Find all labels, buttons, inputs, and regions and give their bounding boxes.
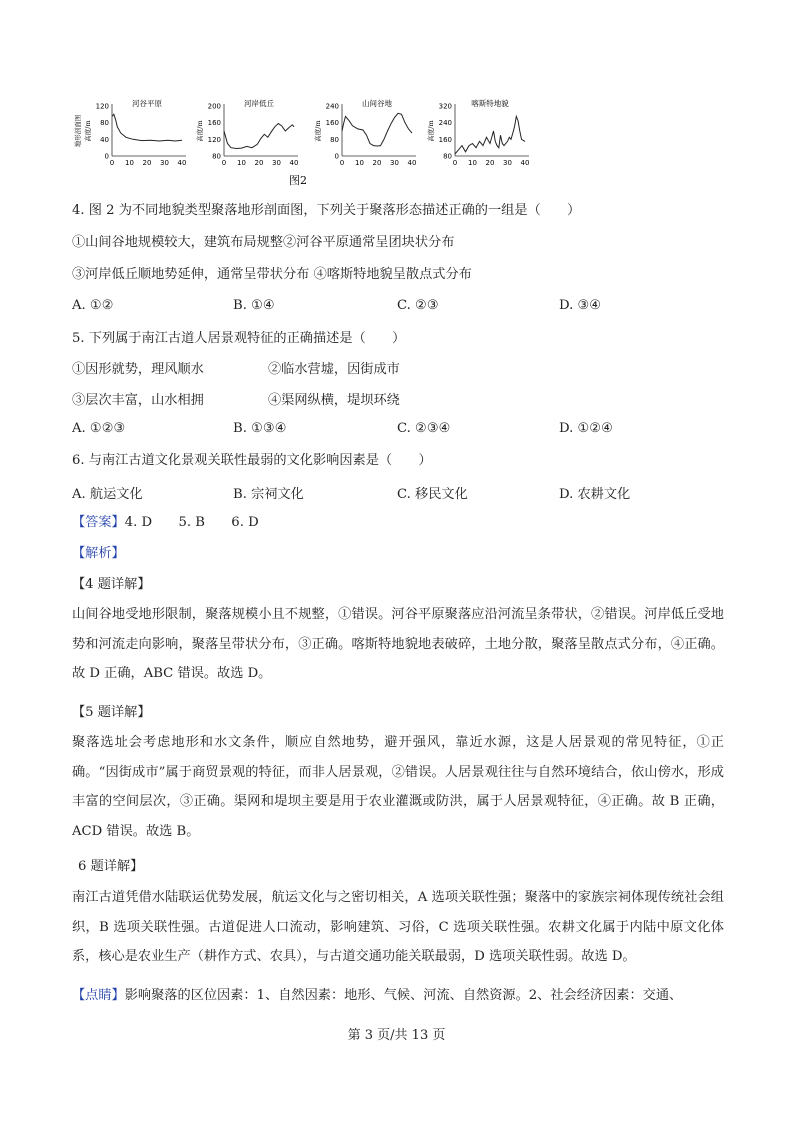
y-tick-label: 80	[212, 152, 221, 161]
tip-line	[72, 987, 682, 1005]
tip-text: 影响聚落的区位因素：1、自然因素：地形、气候、河流、自然资源。2、社会经济因素：交通、	[124, 988, 683, 1003]
y-tick-label: 200	[207, 102, 221, 111]
x-tick-label: 10	[237, 159, 246, 167]
x-tick-label: 30	[272, 159, 281, 167]
q5-option-c: C. ②③④	[397, 421, 451, 436]
y-tick-label: 80	[443, 152, 452, 161]
answer-values: 4. D 5. B 6. D	[124, 515, 259, 530]
y-axis-label: 高度/m	[84, 120, 92, 142]
q4-option-b: B. ①④	[233, 298, 275, 313]
terrain-profile-line	[224, 124, 294, 149]
y-tick-label: 80	[100, 119, 109, 128]
x-tick-label: 40	[407, 159, 417, 167]
panel-title: 山间谷地	[362, 99, 392, 108]
tip-label: 【点睛】	[72, 988, 125, 1003]
q6-detail-text: 南江古道凭借水陆联运优势发展，航运文化与之密切相关，A 选项关联性强；聚落中的家族宗祠体现传统社会组织，B 选项关联性强。古道促进人口流动，影响建筑、习俗，C 选项关联性强。农耕文化属于内陆中原文化体系，核心是农业生产（耕作方式、农具），与古道交通功能关联最弱，D 选项关联性弱。故选 D。	[72, 890, 724, 964]
x-tick-label: 30	[160, 159, 169, 167]
q4-detail-title: 【4 题详解】	[72, 577, 151, 592]
x-tick-label: 0	[221, 159, 227, 167]
y-tick-label: 120	[95, 102, 109, 111]
x-tick-label: 40	[177, 159, 187, 167]
panel-title: 河谷平原	[132, 99, 162, 108]
y-tick-label: 240	[325, 102, 339, 111]
q4-option-c: C. ②③	[397, 298, 439, 313]
panel-title: 喀斯特地貌	[471, 99, 509, 108]
y-tick-label: 240	[438, 119, 452, 128]
y-axis-label: 高度/m	[196, 120, 204, 142]
x-tick-label: 30	[390, 159, 399, 167]
y-tick-label: 80	[330, 135, 339, 144]
figure-caption: 图2	[289, 174, 307, 187]
answer-line	[72, 514, 259, 532]
q6-option-d: D. 农耕文化	[559, 487, 631, 502]
y-axis-label: 高度/m	[314, 120, 322, 142]
terrain-profile-figure	[70, 96, 570, 188]
answer-label: 【答案】	[72, 515, 125, 530]
x-tick-label: 40	[289, 159, 299, 167]
q5-detail-text: 聚落选址会考虑地形和水文条件，顺应自然地势，避开强风，靠近水源，这是人居景观的常见特征，①正确。“因街成市”属于商贸景观的特征，而非人居景观，②错误。人居景观往往与自然环境结合，依山傍水，形成丰富的空间层次，③正确。渠网和堤坝主要是用于农业灌溉或防洪，属于人居景观特征，④正确。故 B 正确，ACD 错误。故选 B。	[72, 735, 724, 839]
q4-detail-text: 山间谷地受地形限制，聚落规模小且不规整，①错误。河谷平原聚落应沿河流呈条带状，②错误。河岸低丘受地势和河流走向影响，聚落呈带状分布，③正确。喀斯特地貌地表破碎，土地分散，聚落呈散点式分布，④正确。故 D 正确，ABC 错误。故选 D。	[72, 607, 724, 681]
y-tick-label: 320	[438, 102, 452, 111]
x-tick-label: 10	[355, 159, 364, 167]
q5-statement-2: ②临水营墟，因街成市	[268, 362, 400, 377]
x-tick-label: 10	[125, 159, 134, 167]
y-tick-label: 0	[334, 152, 339, 161]
y-tick-label: 160	[207, 119, 221, 128]
q4-option-a: A. ①②	[72, 298, 114, 313]
q5-statement-4: ④渠网纵横，堤坝环绕	[268, 393, 400, 408]
terrain-profile-line	[455, 116, 525, 153]
q4-option-d: D. ③④	[559, 298, 602, 313]
q5-statement-3: ③层次丰富，山水相拥	[72, 393, 204, 408]
q6-option-c: C. 移民文化	[397, 487, 468, 502]
q6-option-a: A. 航运文化	[72, 487, 143, 502]
x-tick-label: 0	[452, 159, 458, 167]
x-tick-label: 20	[485, 159, 495, 167]
q5-option-a: A. ①②③	[72, 421, 126, 436]
terrain-profile-line	[342, 113, 412, 146]
q4-statement-2: ③河岸低丘顺地势延伸，通常呈带状分布 ④喀斯特地貌呈散点式分布	[72, 267, 472, 282]
page-footer: 第 3 页/共 13 页	[347, 1028, 446, 1043]
q5-option-b: B. ①③④	[233, 421, 287, 436]
q6-option-b: B. 宗祠文化	[233, 487, 304, 502]
figure-2	[70, 96, 570, 188]
x-tick-label: 20	[142, 159, 152, 167]
q5-stem: 5. 下列属于南江古道人居景观特征的正确描述是（ ）	[72, 331, 406, 346]
x-tick-label: 30	[503, 159, 512, 167]
q6-stem: 6. 与南江古道文化景观关联性最弱的文化影响因素是（ ）	[72, 453, 432, 468]
y-tick-label: 160	[438, 135, 452, 144]
analysis-label: 【解析】	[72, 546, 125, 561]
panel-title: 河岸低丘	[244, 99, 274, 108]
x-tick-label: 20	[372, 159, 382, 167]
x-tick-label: 0	[109, 159, 115, 167]
q5-option-d: D. ①②④	[559, 421, 613, 436]
x-tick-label: 0	[339, 159, 345, 167]
q4-statement-1: ①山间谷地规模较大，建筑布局规整②河谷平原通常呈团块状分布	[72, 235, 455, 250]
q6-detail-title: 6 题详解】	[78, 859, 144, 874]
x-tick-label: 20	[254, 159, 264, 167]
y-tick-label: 0	[104, 152, 109, 161]
y-axis-label: 高度/m	[427, 120, 435, 142]
y-tick-label: 40	[100, 135, 109, 144]
y-tick-label: 120	[207, 135, 221, 144]
x-tick-label: 40	[520, 159, 530, 167]
terrain-profile-line	[112, 114, 182, 141]
q5-detail-title: 【5 题详解】	[72, 705, 151, 720]
q5-statement-1: ①因形就势，理风顺水	[72, 362, 204, 377]
x-tick-label: 10	[468, 159, 477, 167]
y-tick-label: 160	[325, 119, 339, 128]
q4-stem: 4. 图 2 为不同地貌类型聚落地形剖面图，下列关于聚落形态描述正确的一组是（ ）	[72, 203, 581, 218]
figure-side-label: 地形剖面图	[74, 114, 82, 148]
